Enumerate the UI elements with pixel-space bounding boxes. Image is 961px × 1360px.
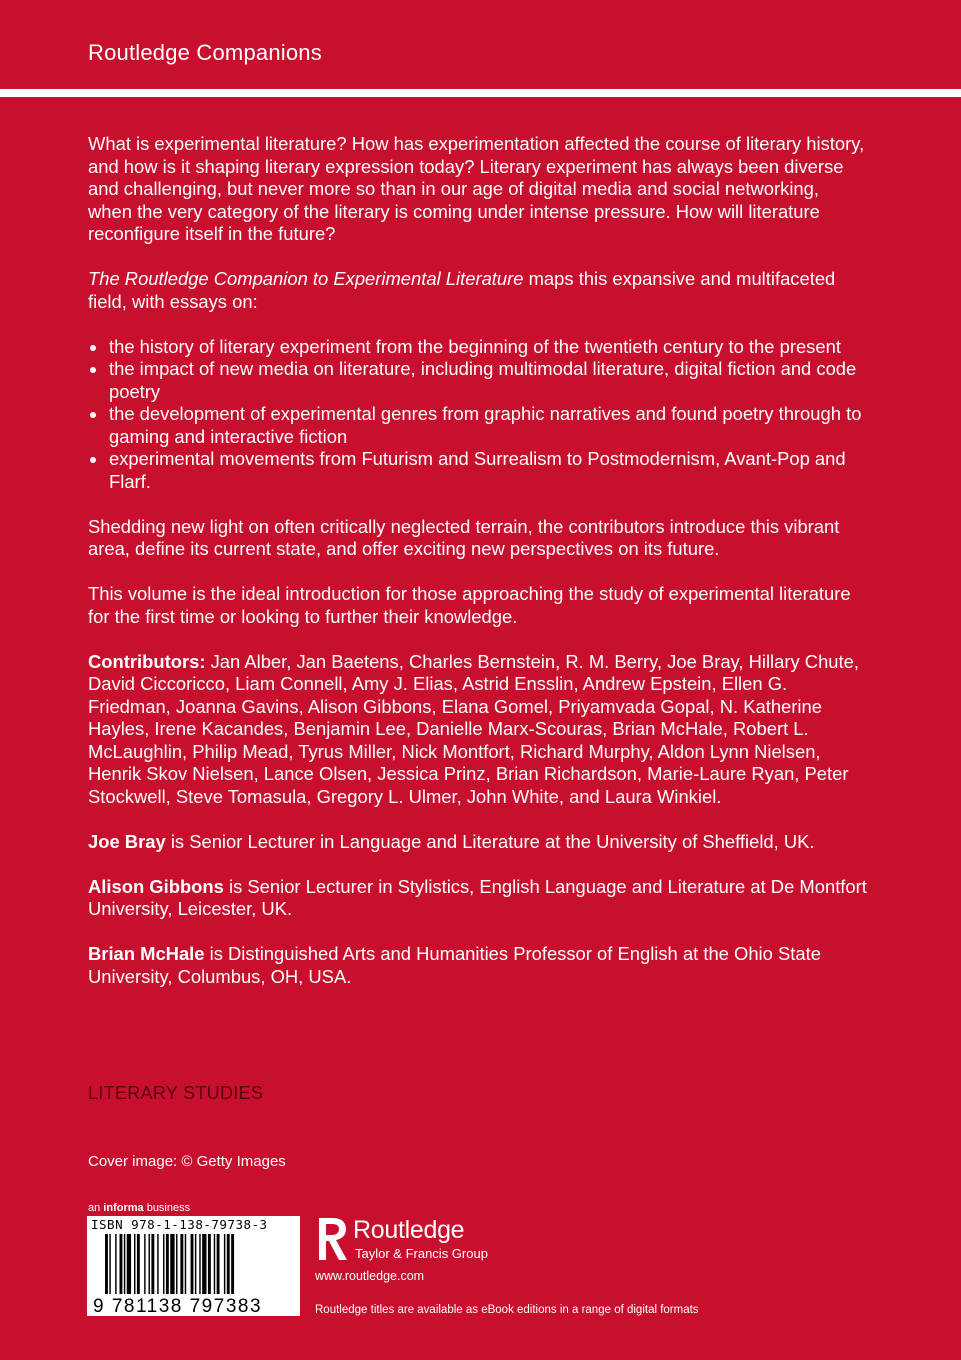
isbn-barcode (87, 1216, 300, 1316)
barcode-bar (157, 1234, 158, 1294)
back-cover-text (88, 133, 868, 1011)
shedding-paragraph: Shedding new light on often critically neglected terrain, the contributors introduce this vibrant area, define its current state, and offer exciting new perspectives on its future. (88, 515, 840, 559)
volume-paragraph: This volume is the ideal introduction for those approaching the study of experimental literature for the first time or looking to further their knowledge. (88, 583, 851, 627)
barcode-bar (105, 1234, 108, 1294)
isbn-text: ISBN 978-1-138-79738-3 (91, 1217, 268, 1232)
cover-credit: Cover image: © Getty Images (88, 1153, 286, 1170)
editor-name: Brian McHale (88, 943, 205, 964)
list-item: experimental movements from Futurism and Surrealism to Postmodernism, Avant-Pop and Flarf. (88, 448, 868, 493)
isbn-digits: 9 781138 797383 (93, 1296, 263, 1317)
subject-category: LITERARY STUDIES (88, 1083, 264, 1103)
header-divider (0, 89, 961, 97)
barcode-bar (185, 1234, 186, 1294)
companion-rest: maps this expansive and multifaceted field, with essays on: (88, 268, 836, 312)
list-item: the development of experimental genres from graphic narratives and found poetry through to gaming and interactive fiction (88, 403, 868, 448)
barcode-bar (149, 1234, 150, 1294)
barcode-bar (199, 1234, 200, 1294)
barcode-bar (127, 1234, 131, 1294)
barcode-bar (115, 1234, 116, 1294)
book-title: The Routledge Companion to Experimental Literature (88, 268, 524, 289)
editor-bio (88, 943, 868, 988)
barcode-bar (180, 1234, 183, 1294)
editor-bio (88, 831, 868, 854)
barcode-bar (166, 1234, 169, 1294)
routledge-r-icon (315, 1216, 349, 1262)
barcode-bar (224, 1234, 225, 1294)
editor-bio-text: is Distinguished Arts and Humanities Professor of English at the Ohio State University, Columbus, OH, USA. (88, 943, 821, 987)
informa-tagline: an informa business (88, 1202, 191, 1214)
companion-paragraph (88, 268, 868, 313)
list-item: the impact of new media on literature, including multimodal literature, digital fiction and code poetry (88, 358, 868, 403)
publisher-url: www.routledge.com (315, 1269, 425, 1283)
barcode-bar (191, 1234, 194, 1294)
barcode-bar (231, 1234, 234, 1294)
barcode-bar (134, 1234, 135, 1294)
barcode-bar (124, 1234, 125, 1294)
barcode-bar (144, 1234, 145, 1294)
barcode-bar (208, 1234, 211, 1294)
barcode-bar (163, 1234, 164, 1294)
list-item: the history of literary experiment from the beginning of the twentieth century to the present (88, 336, 868, 359)
barcode-bar (151, 1234, 154, 1294)
editor-name: Alison Gibbons (88, 875, 224, 897)
editor-bio-text: is Senior Lecturer in Stylistics, English Language and Literature at De Montfort University, Leicester, UK. (88, 875, 867, 919)
barcode-bar (227, 1234, 230, 1294)
series-title: Routledge Companions (88, 40, 322, 65)
barcode-bar (170, 1234, 174, 1294)
contributors-names: Jan Alber, Jan Baetens, Charles Bernstein, R. M. Berry, Joe Bray, Hillary Chute, David Ciccoricco, Liam Connell, Amy J. Elias, Astrid Ensslin, Andrew Epstein, Ellen G. Friedman, Joanna Gavins, Alison Gibbons, Elana Gomel, Priyamvada Gopal, N. Katherine Hayles, Irene Kacandes, Benjamin Lee, Danielle Marx-Scouras, Brian McHale, Robert L. McLaughlin, Philip Mead, Tyrus Miller, Nick Montfort, Richard Murphy, Aldon Lynn Nielsen, Henrik Skov Nielsen, Lance Olsen, Jessica Prinz, Brian Richardson, Marie-Laure Ryan, Peter Stockwell, Steve Tomasula, Gregory L. Ulmer, John White, and Laura Winkiel. (88, 650, 859, 807)
barcode-bar (176, 1234, 177, 1294)
editor-name: Joe Bray (88, 830, 166, 852)
publisher-group: Taylor & Francis Group (355, 1246, 488, 1261)
ebook-note: Routledge titles are available as eBook editions in a range of digital formats (315, 1304, 699, 1316)
barcode-bar (202, 1234, 206, 1294)
publisher-logo (315, 1216, 535, 1264)
essay-topics-list (88, 336, 868, 494)
barcode-icon (105, 1234, 295, 1300)
editor-bio (88, 876, 868, 921)
contributors-label: Contributors: (88, 650, 206, 672)
intro-paragraph: What is experimental literature? How has experimentation affected the course of literary history, and how is it shaping literary expression today? Literary experiment has always been diverse and challenging, but never more so than in our age of digital media and social networking, when the very category of the literary is coming under intense pressure. How will literature reconfigure itself in the future? (88, 133, 865, 244)
editor-bio-text: is Senior Lecturer in Language and Literature at the University of Sheffield, UK. (165, 830, 815, 852)
barcode-bar (137, 1234, 140, 1294)
barcode-bar (214, 1234, 215, 1294)
publisher-name: Routledge (353, 1216, 465, 1244)
contributors-paragraph (88, 651, 868, 809)
barcode-bar (217, 1234, 220, 1294)
barcode-bar (195, 1234, 196, 1294)
barcode-bar (120, 1234, 123, 1294)
barcode-bar (109, 1234, 110, 1294)
